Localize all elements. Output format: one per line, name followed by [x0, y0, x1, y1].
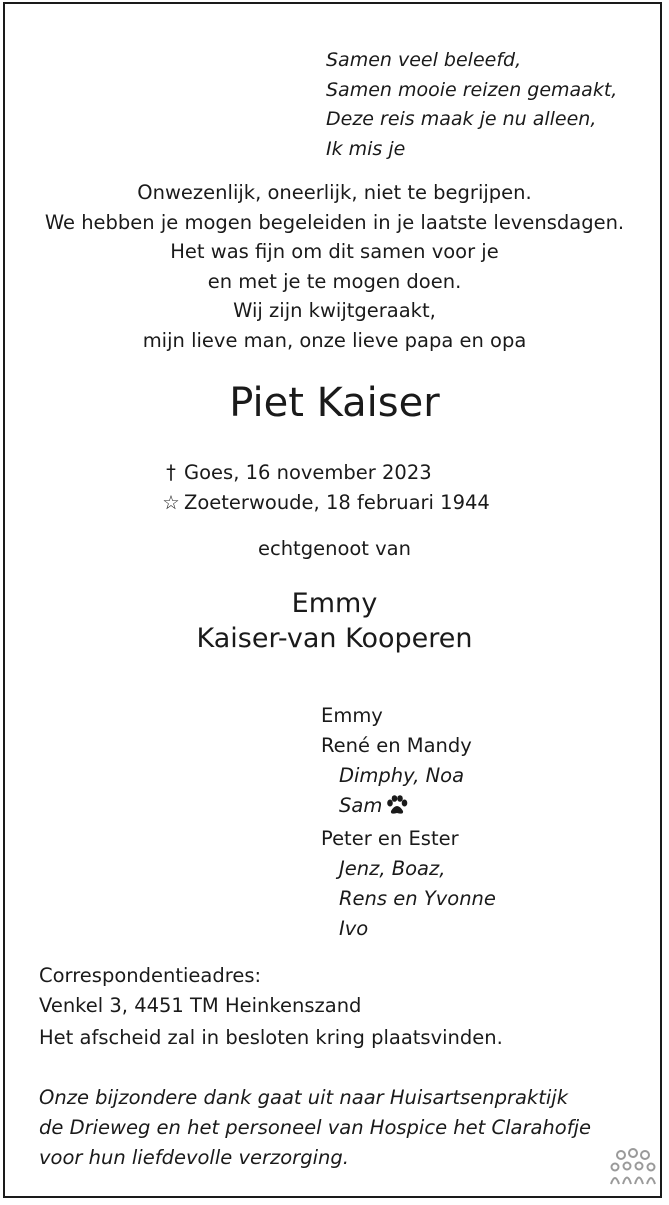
grandchild: Sam	[339, 794, 383, 817]
paw-icon	[386, 794, 408, 824]
correspondence-label: Correspondentieadres:	[39, 964, 262, 987]
intro-line: Wij zijn kwijtgeraakt,	[233, 299, 436, 322]
star-icon: ☆	[162, 491, 180, 514]
death-line	[158, 458, 490, 488]
poem-line: Deze reis maak je nu alleen,	[326, 108, 597, 130]
grandchild: Rens en Yvonne	[339, 887, 496, 910]
deceased-name: Piet Kaiser	[229, 380, 440, 426]
family-list	[321, 701, 496, 944]
thanks-line: Onze bijzondere dank gaat uit naar Huisartsenpraktijk	[39, 1086, 568, 1109]
thanks-note	[39, 1083, 591, 1173]
people-logo-icon	[609, 1148, 657, 1192]
intro-line: Het was fijn om dit samen voor je	[170, 240, 499, 263]
intro-line: mijn lieve man, onze lieve papa en opa	[142, 328, 527, 352]
family-member: Emmy	[321, 704, 383, 727]
intro-text	[0, 178, 669, 355]
poem	[326, 46, 617, 164]
birth-line	[158, 488, 490, 518]
intro-line: en met je te mogen doen.	[207, 269, 462, 293]
spouse-full-name: Kaiser-van Kooperen	[196, 623, 473, 654]
poem-line: Ik mis je	[326, 137, 406, 160]
family-member: René en Mandy	[321, 734, 472, 757]
poem-line: Samen veel beleefd,	[326, 49, 522, 71]
spouse-intro: echtgenoot van	[257, 537, 411, 560]
birth-text: Zoeterwoude, 18 februari 1944	[184, 491, 490, 514]
grandchild: Dimphy, Noa	[339, 764, 465, 787]
death-text: Goes, 16 november 2023	[184, 461, 432, 484]
poem-line: Samen mooie reizen gemaakt,	[326, 78, 618, 101]
dates	[158, 458, 490, 518]
grandchild-row	[321, 791, 496, 824]
family-member: Peter en Ester	[321, 827, 459, 850]
spouse-name	[0, 586, 669, 656]
correspondence-address-line: Venkel 3, 4451 TM Heinkenszand	[39, 994, 362, 1017]
thanks-line: de Drieweg en het personeel van Hospice het Clarahofje	[39, 1116, 591, 1139]
farewell-note: Het afscheid zal in besloten kring plaatsvinden.	[39, 1026, 503, 1049]
thanks-line: voor hun liefdevolle verzorging.	[39, 1146, 349, 1169]
intro-line: We hebben je mogen begeleiden in je laatste levensdagen.	[44, 210, 625, 234]
intro-line: Onwezenlijk, oneerlijk, niet te begrijpen.	[137, 181, 532, 204]
correspondence-address	[39, 961, 361, 1021]
grandchild: Jenz, Boaz,	[339, 857, 446, 880]
spouse-first-name: Emmy	[291, 588, 378, 619]
grandchild: Ivo	[339, 917, 369, 940]
cross-icon: †	[166, 461, 176, 484]
